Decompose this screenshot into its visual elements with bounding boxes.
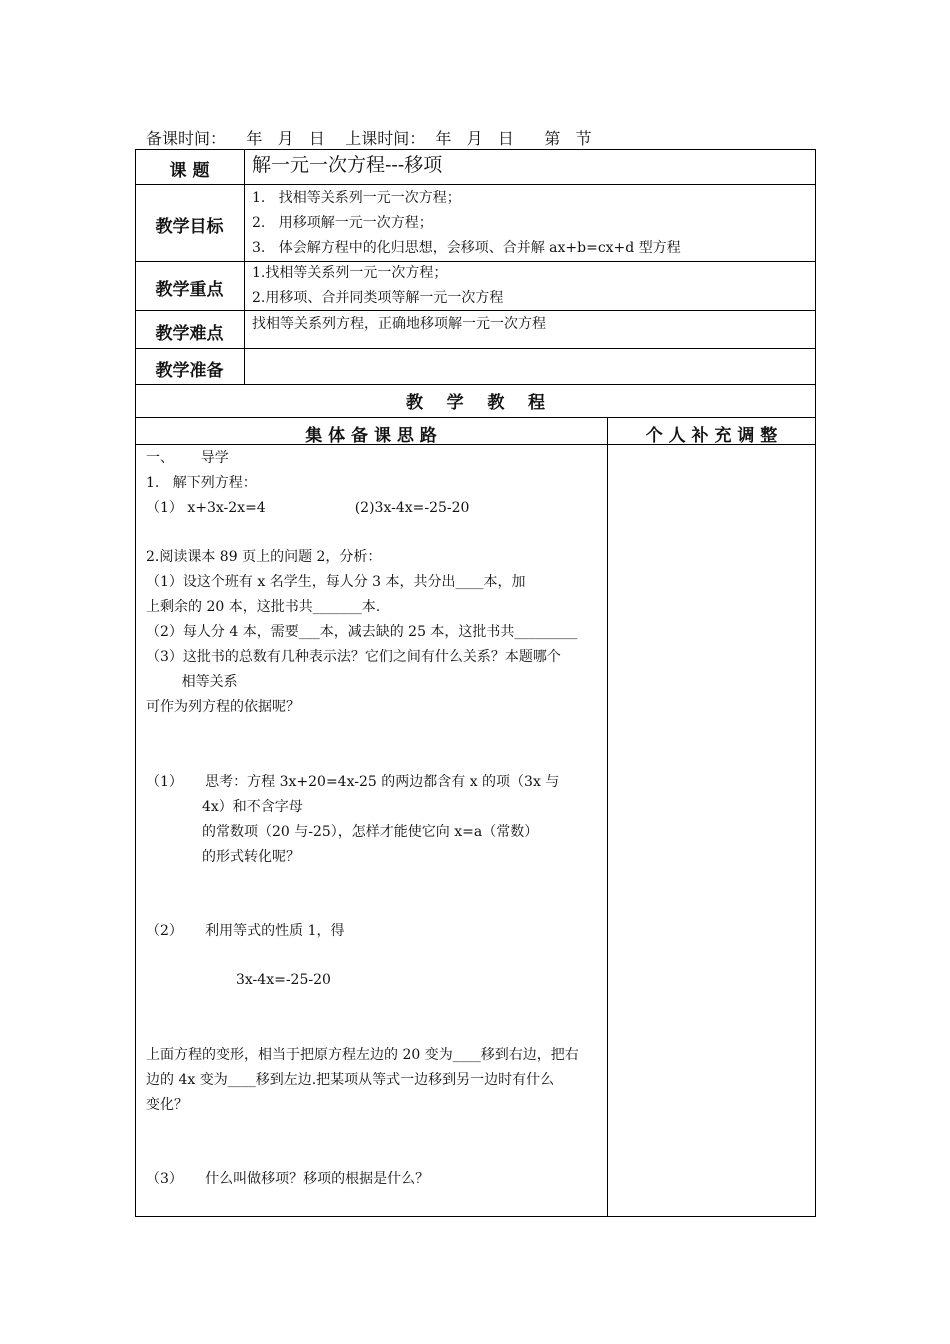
topic-value: 解一元一次方程---移项 [252, 154, 443, 176]
body-line: 边的 4x 变为____移到左边.把某项从等式一边移到另一边时有什么 [146, 1072, 555, 1088]
key-points-label: 教学重点 [155, 280, 224, 300]
body-line: 2.阅读课本 89 页上的问题 2，分析： [146, 549, 382, 565]
row-divider [135, 384, 816, 385]
equation: 3x-4x=-25-20 [236, 972, 331, 988]
row-divider [135, 417, 816, 418]
difficulty-label: 教学难点 [155, 324, 224, 344]
label-column-divider [244, 149, 245, 384]
body-line: 4x）和不含字母 [202, 799, 303, 815]
goal-item: 1. 找相等关系列一元一次方程； [252, 190, 461, 206]
collective-plan-header: 集 体 备 课 思 路 [305, 426, 437, 446]
key-point-item: 1.找相等关系列一元一次方程； [252, 265, 448, 281]
body-line: 上剩余的 20 本，这批书共_______本. [146, 599, 381, 615]
body-line: 可作为列方程的依据呢？ [146, 699, 300, 715]
body-line: 相等关系 [146, 674, 238, 690]
topic-label: 课 题 [169, 161, 210, 181]
body-line: （2）每人分 4 本，需要___本，减去缺的 25 本，这批书共_________ [146, 624, 578, 640]
preparation-label: 教学准备 [155, 361, 224, 381]
body-line: 变化？ [146, 1097, 188, 1113]
body-line: （2） 利用等式的性质 1，得 [146, 923, 345, 939]
body-line: 上面方程的变形，相当于把原方程左边的 20 变为____移到右边，把右 [146, 1047, 579, 1063]
key-point-item: 2.用移项、合并同类项等解一元一次方程 [252, 290, 504, 306]
body-line: （1）设这个班有 x 名学生，每人分 3 本，共分出____本，加 [146, 574, 526, 590]
body-line: 一、 导学 [146, 450, 229, 466]
row-divider [135, 310, 816, 311]
body-line: 1. 解下列方程： [146, 475, 257, 491]
body-line: 的形式转化呢？ [202, 849, 300, 865]
schedule-header: 备课时间： 年 月 日 上课时间： 年 月 日 第 节 [146, 129, 592, 148]
difficulty-value: 找相等关系列方程，正确地移项解一元一次方程 [252, 316, 546, 332]
body-line: （1） x+3x-2x=4 (2)3x-4x=-25-20 [146, 500, 470, 516]
process-title: 教 学 教 程 [405, 393, 546, 413]
row-divider [135, 261, 816, 262]
personal-adjustment-header: 个 人 补 充 调 整 [645, 426, 778, 446]
goals-label: 教学目标 [155, 217, 224, 237]
body-line: （3）这批书的总数有几种表示法？它们之间有什么关系？本题哪个 [146, 649, 561, 665]
goal-item: 2. 用移项解一元一次方程； [252, 215, 433, 231]
body-line: 的常数项（20 与-25），怎样才能使它向 x=a（常数） [202, 824, 539, 840]
goal-item: 3. 体会解方程中的化归思想，会移项、合并解 ax+b=cx+d 型方程 [252, 240, 681, 256]
body-line: （3） 什么叫做移项？移项的根据是什么？ [146, 1171, 430, 1187]
body-column-divider [607, 417, 608, 1217]
body-line: （1） 思考：方程 3x+20=4x-25 的两边都含有 x 的项（3x 与 [146, 774, 560, 790]
row-divider [135, 348, 816, 349]
row-divider [135, 184, 816, 185]
